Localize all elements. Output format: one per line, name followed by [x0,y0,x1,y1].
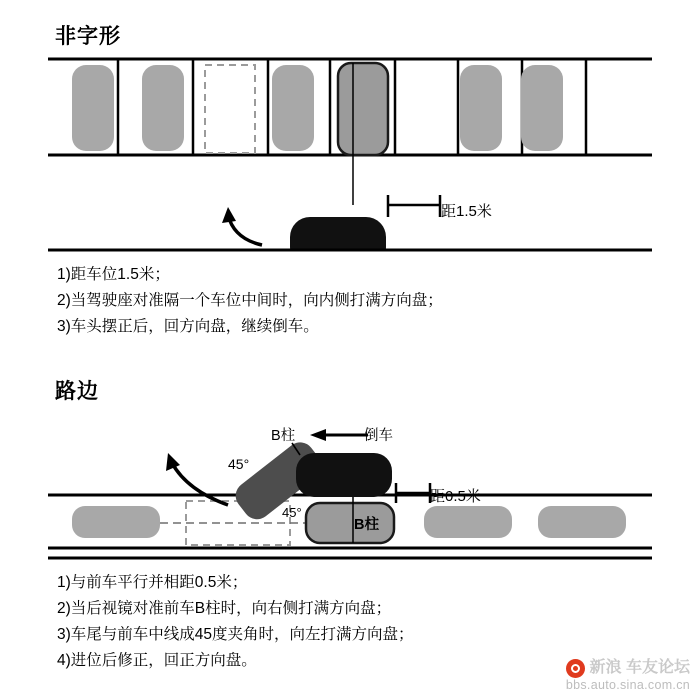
angle-label-top: 45° [228,456,250,472]
parked-car [538,506,626,538]
parked-car [424,506,512,538]
watermark [566,659,690,692]
step-line: 1)与前车平行并相距0.5米； [57,574,248,591]
reversing-car [296,453,392,497]
parked-car [272,65,314,151]
parallel-parking-diagram [0,405,700,560]
pillar-label-top: B柱 [271,428,296,444]
section-1-divider [0,245,700,255]
distance-label-2: 距0.5米 [430,488,481,505]
section-2-divider [0,553,700,563]
destination-slot [338,63,388,155]
step-line: 3)车头摆正后，回方向盘，继续倒车。 [57,318,319,335]
watermark-url: bbs.auto.sina.com.cn [565,677,690,692]
step-line: 1)距车位1.5米； [57,266,170,283]
parked-car [142,65,184,151]
swing-arrow-path [172,463,228,505]
watermark-name: 新浪 车友论坛 [589,658,690,676]
parallel-parking-steps [57,570,414,674]
watermark-brand [566,659,690,678]
section-title-parallel-parking: 路边 [55,380,99,403]
parked-car [521,65,563,151]
perpendicular-parking-diagram [0,45,700,250]
section-title-perpendicular-parking: 非字形 [55,25,121,48]
perpendicular-parking-steps [57,262,443,340]
step-line: 3)车尾与前车中线成45度夹角时，向左打满方向盘； [57,626,414,643]
target-empty-slot [205,65,255,153]
pillar-label-bottom: B柱 [354,517,379,533]
parked-car [460,65,502,151]
reverse-label: 倒车 [364,428,393,444]
swing-arrow-head [166,453,180,471]
final-position-car [306,503,394,543]
turn-arrow-head [222,207,236,223]
reverse-arrow-head [310,429,326,441]
parked-car [72,506,160,538]
distance-label-1: 距1.5米 [441,203,492,220]
step-line: 2)当驾驶座对准隔一个车位中间时，向内侧打满方向盘； [57,292,443,309]
angle-label-bottom: 45° [282,505,302,520]
parked-cars-group [72,65,563,151]
sina-logo-icon [566,659,585,678]
step-line: 4)进位后修正，回正方向盘。 [57,652,257,669]
parked-car [72,65,114,151]
step-line: 2)当后视镜对准前车B柱时，向右侧打满方向盘； [57,600,392,617]
